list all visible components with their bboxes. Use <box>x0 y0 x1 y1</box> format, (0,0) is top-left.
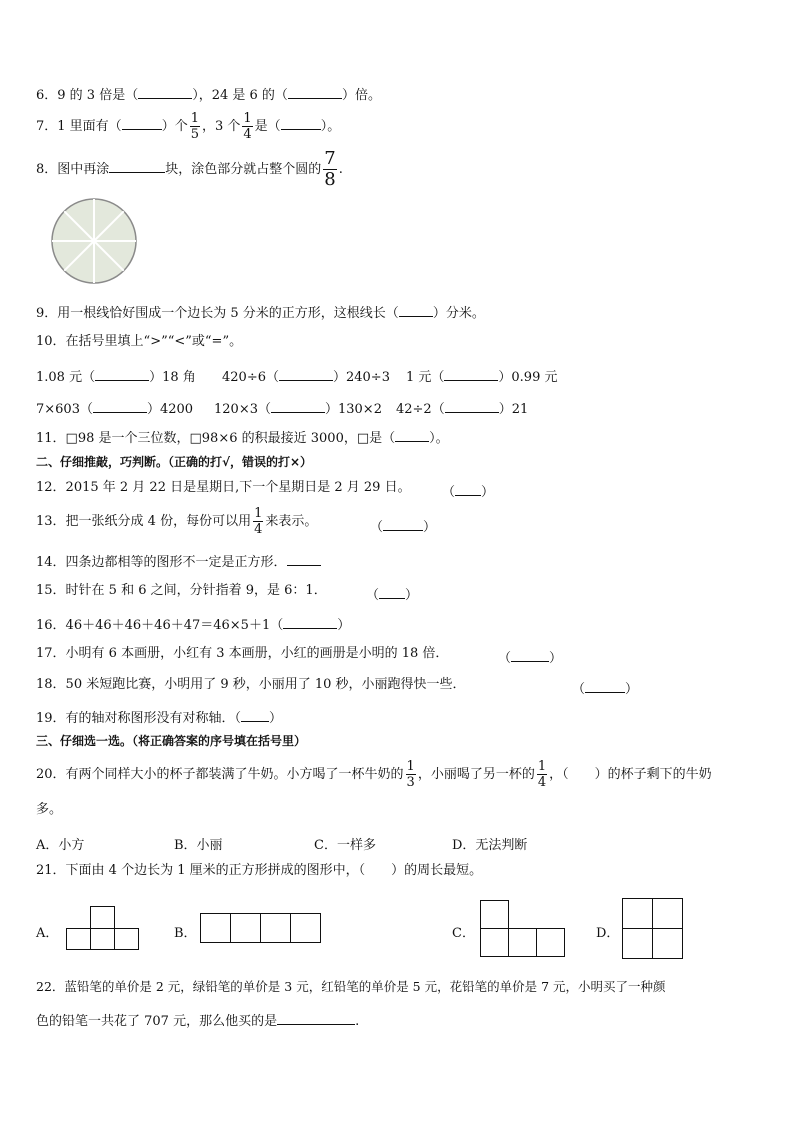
answer-blank[interactable] <box>109 160 165 173</box>
option-a-shape <box>66 906 140 950</box>
answer-blank[interactable] <box>395 429 429 442</box>
question-18: 18．50 米短跑比赛，小明用了 9 秒，小丽用了 10 秒，小丽跑得快一些． <box>36 677 466 692</box>
answer-blank[interactable] <box>281 117 321 130</box>
compare-item: 1.08 元（ ）18 角 <box>36 370 196 385</box>
question-9: 9．用一根线恰好围成一个边长为 5 分米的正方形，这根线长（ ）分米。 <box>36 306 485 321</box>
question-19: 19．有的轴对称图形没有对称轴．（ ） <box>36 711 283 726</box>
option-d[interactable]: D．无法判断 <box>452 838 528 853</box>
answer-blank[interactable] <box>455 483 481 496</box>
compare-item: 42÷2（ ）21 <box>396 402 529 417</box>
compare-item: 420÷6（ ）240÷3 <box>222 370 390 385</box>
option-b-label[interactable]: B． <box>174 926 197 941</box>
question-22: 22．蓝铅笔的单价是 2 元，绿铅笔的单价是 3 元，红铅笔的单价是 5 元，花铅笔的单价是 7 元，小明买了一种颜 <box>36 979 666 994</box>
section-3-heading: 三、仔细选一选。（将正确答案的序号填在括号里） <box>36 734 307 748</box>
question-17: 17．小明有 6 本画册，小红有 3 本画册，小红的画册是小明的 18 倍． <box>36 646 449 661</box>
question-8: 8．图中再涂 块，涂色部分就占整个圆的 $\frac{7}{8}$ . <box>36 148 343 190</box>
answer-blank[interactable] <box>445 400 499 413</box>
question-16: 16．46＋46＋46＋46＋47＝46×5＋1（ ） <box>36 618 351 633</box>
question-15: 15．时针在 5 和 6 之间，分针指着 9，是 6：1． <box>36 583 327 598</box>
compare-item: 1 元（ ）0.99 元 <box>406 370 558 385</box>
answer-blank[interactable] <box>383 518 423 531</box>
question-6: 6．9 的 3 倍是（ ），24 是 6 的（ ）倍。 <box>36 88 381 103</box>
answer-blank[interactable] <box>93 400 147 413</box>
answer-blank[interactable] <box>444 368 498 381</box>
question-12: 12．2015 年 2 月 22 日是星期日,下一个星期日是 2 月 29 日。 <box>36 480 411 495</box>
answer-blank[interactable] <box>122 117 162 130</box>
compare-item: 7×603（ ）4200 <box>36 402 194 417</box>
question-11: 11．□98 是一个三位数，□98×6 的积最接近 3000，□是（ ）。 <box>36 431 449 446</box>
answer-blank[interactable] <box>585 680 625 693</box>
question-20-continued: 多。 <box>36 802 63 817</box>
circle-8-parts-figure <box>50 197 138 285</box>
question-7: 7．1 里面有（ ）个 $\frac{1}{5}$ ，3 个 $\frac{1}{4}$ 是（ ）。 <box>36 111 341 142</box>
answer-blank[interactable] <box>95 368 149 381</box>
answer-blank[interactable] <box>138 86 192 99</box>
question-13: 13．把一张纸分成 4 份，每份可以用 $\frac{1}{4}$ 来表示。 <box>36 506 318 537</box>
option-d-label[interactable]: D． <box>596 926 620 941</box>
fraction: $\frac{1}{4}$ <box>254 506 263 537</box>
section-2-heading: 二、仔细推敲，巧判断。（正确的打√，错误的打×） <box>36 455 313 469</box>
fraction: $\frac{1}{3}$ <box>406 759 415 790</box>
judge-bracket: （ ） <box>572 682 639 697</box>
judge-bracket: （ ） <box>442 485 495 500</box>
answer-blank[interactable] <box>279 368 333 381</box>
option-c-label[interactable]: C． <box>452 926 475 941</box>
answer-blank[interactable] <box>283 616 337 629</box>
compare-item: 120×3（ ）130×2 <box>214 402 382 417</box>
question-10-title: 10．在括号里填上“>”“<”或“=”。 <box>36 334 243 349</box>
question-22-continued: 色的铅笔一共花了 707 元，那么他买的是 . <box>36 1014 360 1029</box>
option-d-shape <box>622 898 684 960</box>
judge-bracket: （ ） <box>366 588 419 603</box>
answer-blank[interactable] <box>241 709 269 722</box>
question-20: 20．有两个同样大小的杯子都装满了牛奶。小方喝了一杯牛奶的 $\frac{1}{3}$ ，小丽喝了另一杯的 $\frac{1}{4}$ ，（ ）的杯子剩下的牛奶 <box>36 759 712 790</box>
question-21: 21．下面由 4 个边长为 1 厘米的正方形拼成的图形中，（ ）的周长最短。 <box>36 863 483 878</box>
question-14: 14．四条边都相等的图形不一定是正方形． <box>36 553 321 569</box>
answer-blank[interactable] <box>379 586 405 599</box>
option-c-shape <box>480 900 566 958</box>
fraction: $\frac{1}{5}$ <box>190 111 199 142</box>
option-a[interactable]: A．小方 <box>36 838 85 853</box>
judge-bracket: （ ） <box>370 520 437 535</box>
judge-bracket: （ ） <box>498 651 563 666</box>
answer-blank[interactable] <box>511 649 549 662</box>
answer-blank[interactable] <box>399 304 433 317</box>
answer-blank[interactable] <box>271 400 325 413</box>
option-c[interactable]: C．一样多 <box>314 838 376 853</box>
answer-blank[interactable] <box>288 86 342 99</box>
option-a-label[interactable]: A． <box>36 926 59 941</box>
option-b-shape <box>200 913 322 943</box>
fraction: $\frac{7}{8}$ <box>324 148 336 190</box>
fraction: $\frac{1}{4}$ <box>537 759 547 790</box>
fraction: $\frac{1}{4}$ <box>243 111 252 142</box>
option-b[interactable]: B．小丽 <box>174 838 223 853</box>
answer-blank[interactable] <box>277 1012 355 1025</box>
answer-blank[interactable] <box>287 553 321 566</box>
